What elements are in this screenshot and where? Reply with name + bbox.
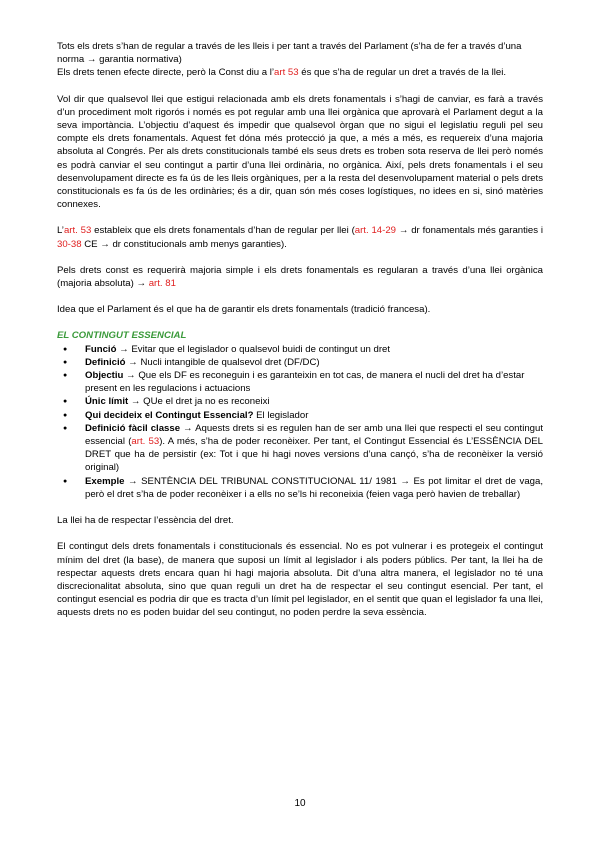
paragraph-parliament: Idea que el Parlament és el que ha de garantir els drets fonamentals (tradició francesa). [57,304,431,316]
text-segment: estableix que els drets fonamentals d’han de regular per llei ( [91,225,355,237]
text-segment: Pels drets const es requerirà majoria simple i els drets fonamentals es regularan a través d’una llei orgànica (majoria absoluta) → [57,264,543,290]
page-number: 10 [294,798,306,809]
article-reference: art. 81 [148,278,176,290]
bullet-text: El legislador [253,409,309,421]
bullet-text: → QUe el dret ja no es reconeixi [128,396,270,408]
bullet-label: Objectiu [85,370,124,382]
list-item [57,475,543,501]
list-item [57,369,543,395]
bullet-label: Exemple [85,475,125,487]
section-title: EL CONTINGUT ESSENCIAL [57,330,187,342]
article-reference: art. 14-29 [354,225,396,237]
article-reference: 30-38 [57,238,82,250]
document-page [57,40,543,620]
list-item [57,356,543,369]
paragraph-essence: La llei ha de respectar l’essència del dret. [57,515,234,527]
text-segment: L’ [57,225,64,237]
bullet-text: ). A més, s’ha de poder reconèixer. Per tant, el Contingut Essencial és L’ESSÈNCIA DEL DRET que ha de persistir (ex: Tot i que hi hagi noves versions d’una cançó, s’ha de reconèixer la versió original) [85,436,543,474]
list-item [57,422,543,475]
paragraph-majority [57,264,543,290]
text-segment: CE → dr constitucionals amb menys garanties). [81,238,287,250]
paragraph-essential-content: El contingut dels drets fonamentals i constitucionals és essencial. No es pot vulnerar i es protegeix el contingut mínim del dret (la base), de manera que suposi un límit al legislador i als poders públics. Per tant, la llei ha de respectar aquests drets encara quan hi hagi majoria absoluta. Dit d’una altra manera, el legislador no té una discrecionalitat absoluta, sino que quan reguli un dret ha de respectar el seu contingut esencial. Per tant, el contingut esencial es podria dir que es tracta d’un límit pel legislador, en el sentit que quan el legislador fa una llei, aquests drets no es poden buidar del seu contingut, no poden perdre la seva essència. [57,541,543,619]
paragraph-regulation [57,40,543,80]
bullet-label: Definició [85,356,126,368]
paragraph-art53 [57,224,543,250]
bullet-text: → SENTÈNCIA DEL TRIBUNAL CONSTITUCIONAL 11/ 1981 → Es pot limitar el dret de vaga, però el dret s’ha de poder reconèixer i a ells no se’ls hi reconeixia (feien vaga però havien de treballar) [85,475,543,500]
article-reference: art. 53 [63,225,92,237]
text-segment: és que s’ha de regular un dret a través de la llei. [298,67,507,79]
article-reference: art 53 [274,67,299,79]
list-item [57,395,543,408]
bullet-text: → Aquests drets si es regulen han de ser amb una llei que respecti el seu contingut essencial ( [85,422,543,448]
bullet-text: → Evitar que el legislador o qualsevol buidi de contingut un dret [116,343,391,355]
list-item [57,409,543,422]
text-segment: → dr fonamentals més garanties i [396,225,543,237]
bullet-text: → Que els DF es reconeguin i es garanteixin en tot cas, de manera el nucli del dret ha d’estar present en les regulacions i actuacions [85,370,525,395]
article-reference: art. 53 [131,436,160,448]
bullet-label: Funció [85,343,117,355]
list-item [57,343,543,356]
bullet-label: Qui decideix el Contingut Essencial? [85,409,254,421]
text-line: Tots els drets s’han de regular a través de les lleis i per tant a través del Parlament (s’ha de fer a través d’una norma → garantia normativa) [57,41,522,66]
bullet-list [57,343,543,501]
bullet-text: → Nucli intangible de qualsevol dret (DF/DC) [125,356,320,368]
bullet-label: Únic límit [85,396,129,408]
bullet-label: Definició fàcil classe [85,422,181,434]
text-segment: Els drets tenen efecte directe, però la Const diu a l’ [57,67,275,79]
paragraph-organic-law: Vol dir que qualsevol llei que estigui relacionada amb els drets fonamentals i s’hagi de canviar, es farà a través d’un procediment molt rigorós i només es pot regular amb una llei orgànica que aprovarà el Parlament degut a la seva importància. L’objectiu d’aquest és impedir que qualsevol òrgan que no sigui el legislatiu reguli pel seu compte els drets fonamentals. Aquest fet dóna més protecció ja que, a més a més, es requereix d’una majoria absoluta al Congrés. Per als drets constitucionals també els seus drets es troben sota reserva de llei però només es podrà canviar el seu contingut a partir d’una llei ordinària, no orgànica. Així, pels drets fonamentals i el seu desenvolupament directe es fa ús de les lleis orgàniques, per a la resta del desenvolupament material o pels drets constitucionals es fa ús de les ordinàries; és a dir, quan són més coses logístiques, no idees en si, sinó matèries connexes. [57,93,543,211]
